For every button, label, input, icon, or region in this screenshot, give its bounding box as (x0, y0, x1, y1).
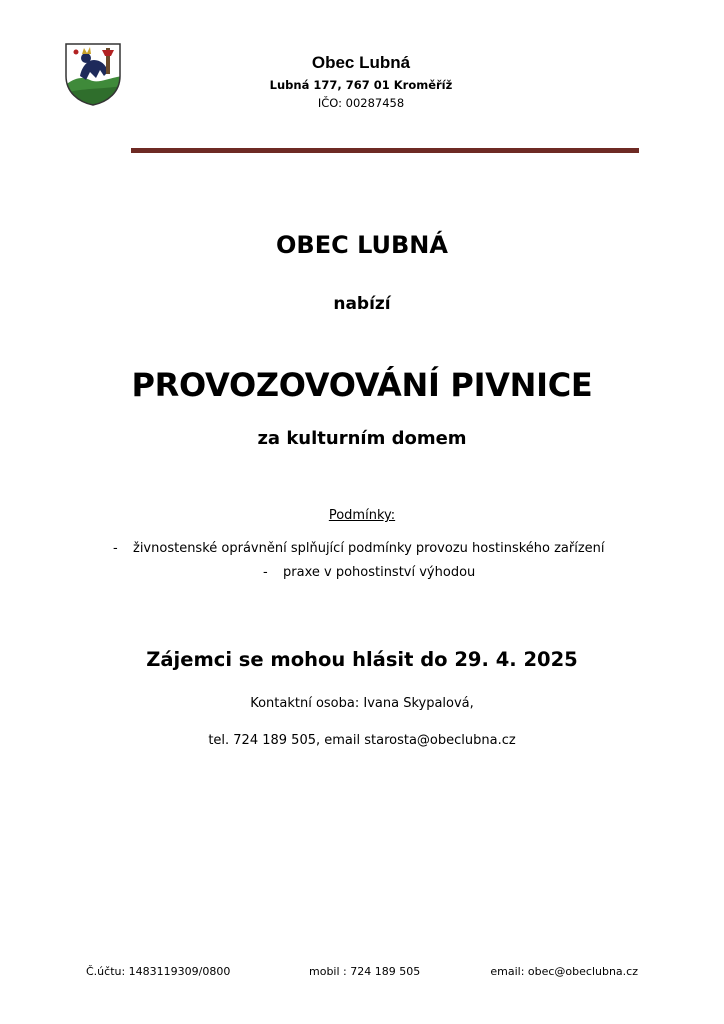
header-address: Lubná 177, 767 01 Kroměříž (269, 78, 453, 92)
contact-phone-email: tel. 724 189 505, email starosta@obeclubna.cz (208, 733, 516, 748)
municipal-coat-of-arms-icon (64, 42, 122, 106)
condition-dash: - (263, 565, 268, 580)
contact-person: Kontaktní osoba: Ivana Skypalová, (250, 696, 474, 711)
notice-verb: nabízí (333, 294, 391, 314)
condition-dash: - (113, 541, 118, 556)
condition-text: praxe v pohostinství výhodou (283, 565, 476, 580)
header-ico: IČO: 00287458 (317, 96, 405, 110)
header-municipality-name: Obec Lubná (311, 53, 411, 72)
notice-subheadline: za kulturním domem (257, 428, 467, 449)
footer-email: email: obec@obeclubna.cz (490, 965, 638, 978)
notice-issuer: OBEC LUBNÁ (276, 231, 448, 259)
notice-headline: PROVOZOVOVÁNÍ PIVNICE (131, 366, 593, 404)
condition-text: živnostenské oprávnění splňující podmínky provozu hostinského zařízení (133, 541, 605, 556)
header-divider (131, 148, 639, 153)
conditions-title: Podmínky: (328, 508, 396, 523)
footer-account-number: Č.účtu: 1483119309/0800 (86, 965, 231, 978)
footer-mobile: mobil : 724 189 505 (309, 965, 421, 978)
condition-item (113, 541, 605, 556)
condition-item (263, 565, 475, 580)
application-deadline: Zájemci se mohou hlásit do 29. 4. 2025 (146, 648, 578, 671)
